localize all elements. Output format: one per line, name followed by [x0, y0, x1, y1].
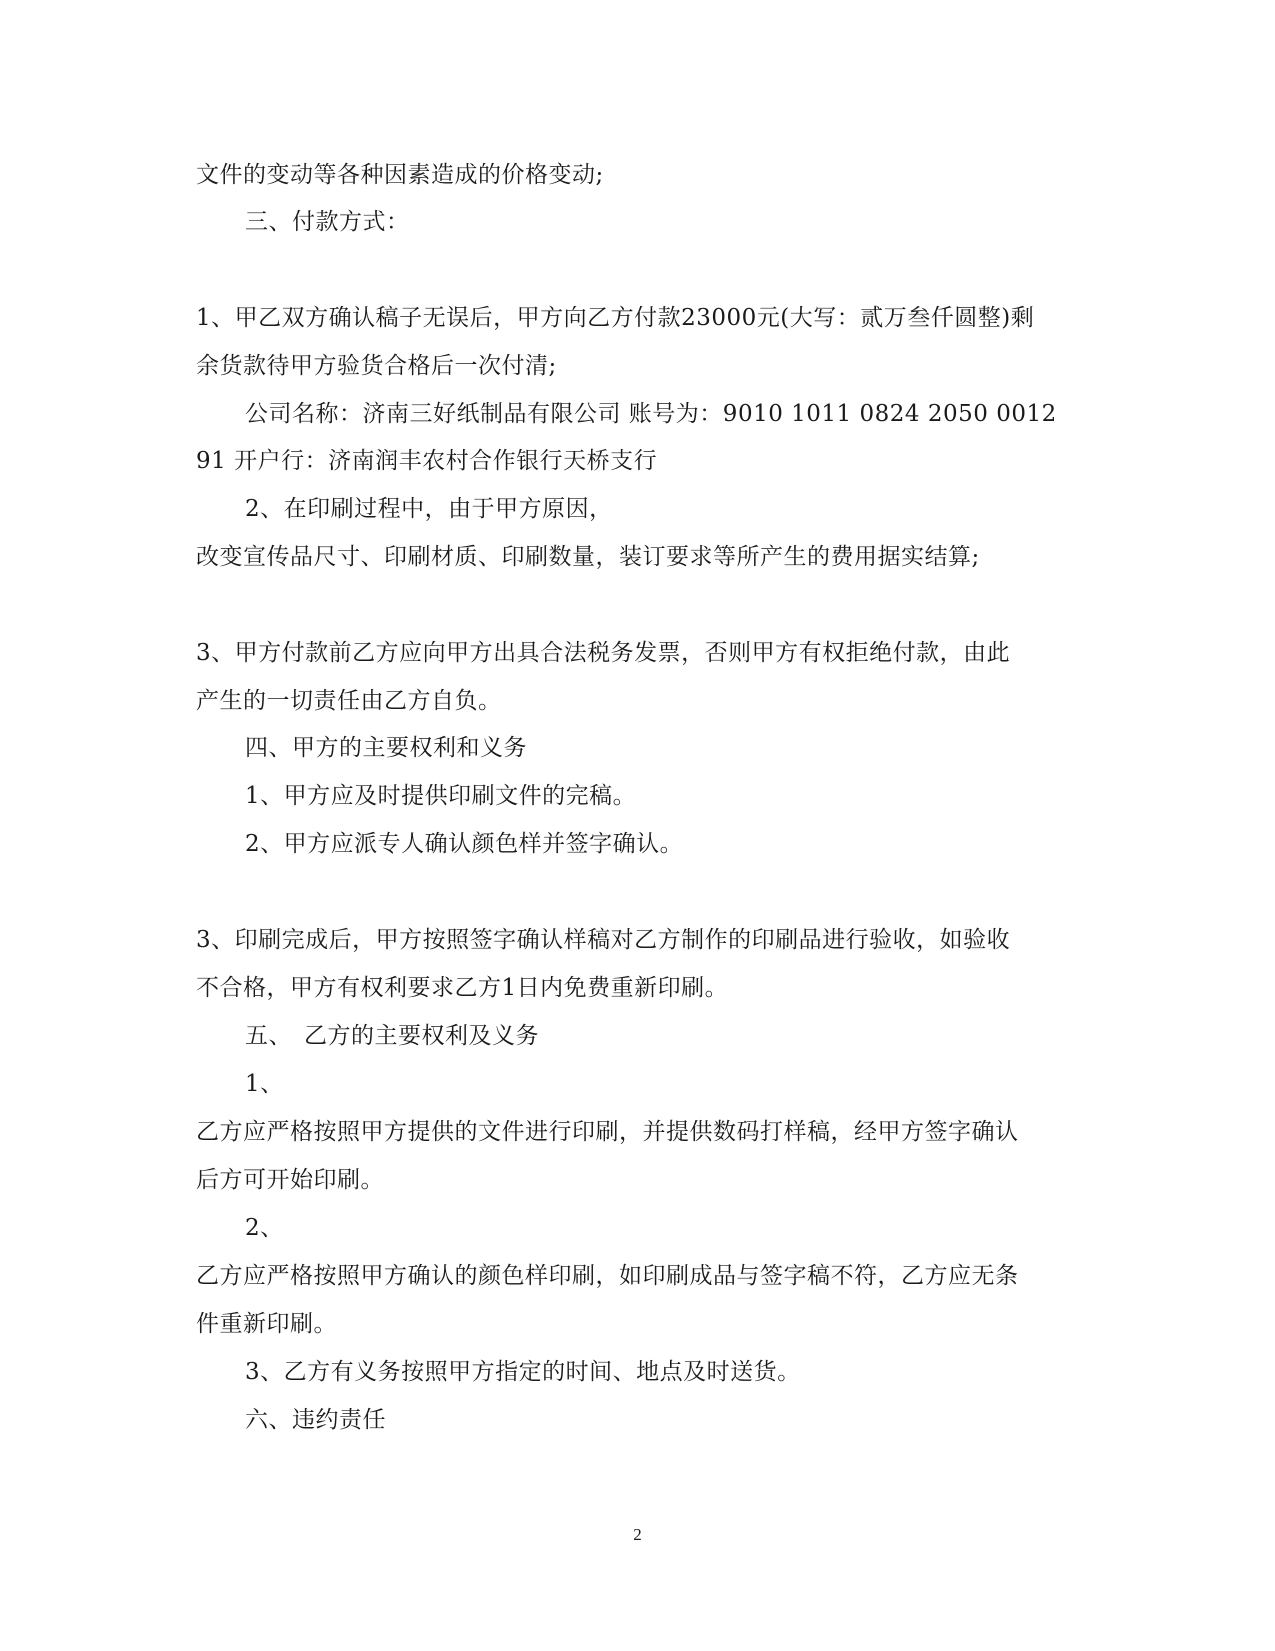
text-line: 改变宣传品尺寸、印刷材质、印刷数量，装订要求等所产生的费用据实结算; [196, 544, 980, 570]
text-line: 乙方应严格按照甲方提供的文件进行印刷，并提供数码打样稿，经甲方签字确认 [196, 1119, 1019, 1145]
text-line: 2、甲方应派专人确认颜色样并签字确认。 [245, 831, 684, 857]
text-line: 乙方应严格按照甲方确认的颜色样印刷，如印刷成品与签字稿不符，乙方应无条 [196, 1263, 1019, 1289]
text-line: 91 开户行：济南润丰农村合作银行天桥支行 [196, 448, 658, 474]
text-line: 余货款待甲方验货合格后一次付清; [196, 353, 557, 379]
text-line: 不合格，甲方有权利要求乙方1日内免费重新印刷。 [196, 975, 729, 1001]
text-line: 1、甲方应及时提供印刷文件的完稿。 [245, 783, 637, 809]
text-line: 产生的一切责任由乙方自负。 [196, 688, 502, 714]
text-line: 文件的变动等各种因素造成的价格变动; [196, 162, 604, 188]
text-line: 3、乙方有义务按照甲方指定的时间、地点及时送货。 [245, 1359, 801, 1385]
section-heading-payment: 三、付款方式： [245, 209, 410, 235]
text-line: 件重新印刷。 [196, 1311, 337, 1337]
text-line: 后方可开始印刷。 [196, 1167, 384, 1193]
text-line: 1、甲乙双方确认稿子无误后，甲方向乙方付款23000元(大写：贰万叁仟圆整)剩 [196, 305, 1035, 331]
section-heading-party-a: 四、甲方的主要权利和义务 [245, 735, 527, 761]
text-line: 2、 [245, 1215, 284, 1241]
section-heading-liability: 六、违约责任 [245, 1407, 386, 1433]
text-line: 3、甲方付款前乙方应向甲方出具合法税务发票，否则甲方有权拒绝付款，由此 [196, 640, 1011, 666]
section-heading-party-b: 五、 乙方的主要权利及义务 [245, 1023, 539, 1049]
page-number: 2 [633, 1525, 642, 1544]
text-line: 2、在印刷过程中，由于甲方原因， [245, 496, 613, 522]
text-line: 1、 [245, 1071, 284, 1097]
text-line: 3、印刷完成后，甲方按照签字确认样稿对乙方制作的印刷品进行验收，如验收 [196, 927, 1011, 953]
text-line: 公司名称：济南三好纸制品有限公司 账号为：9010 1011 0824 2050 0012 [245, 401, 1057, 427]
